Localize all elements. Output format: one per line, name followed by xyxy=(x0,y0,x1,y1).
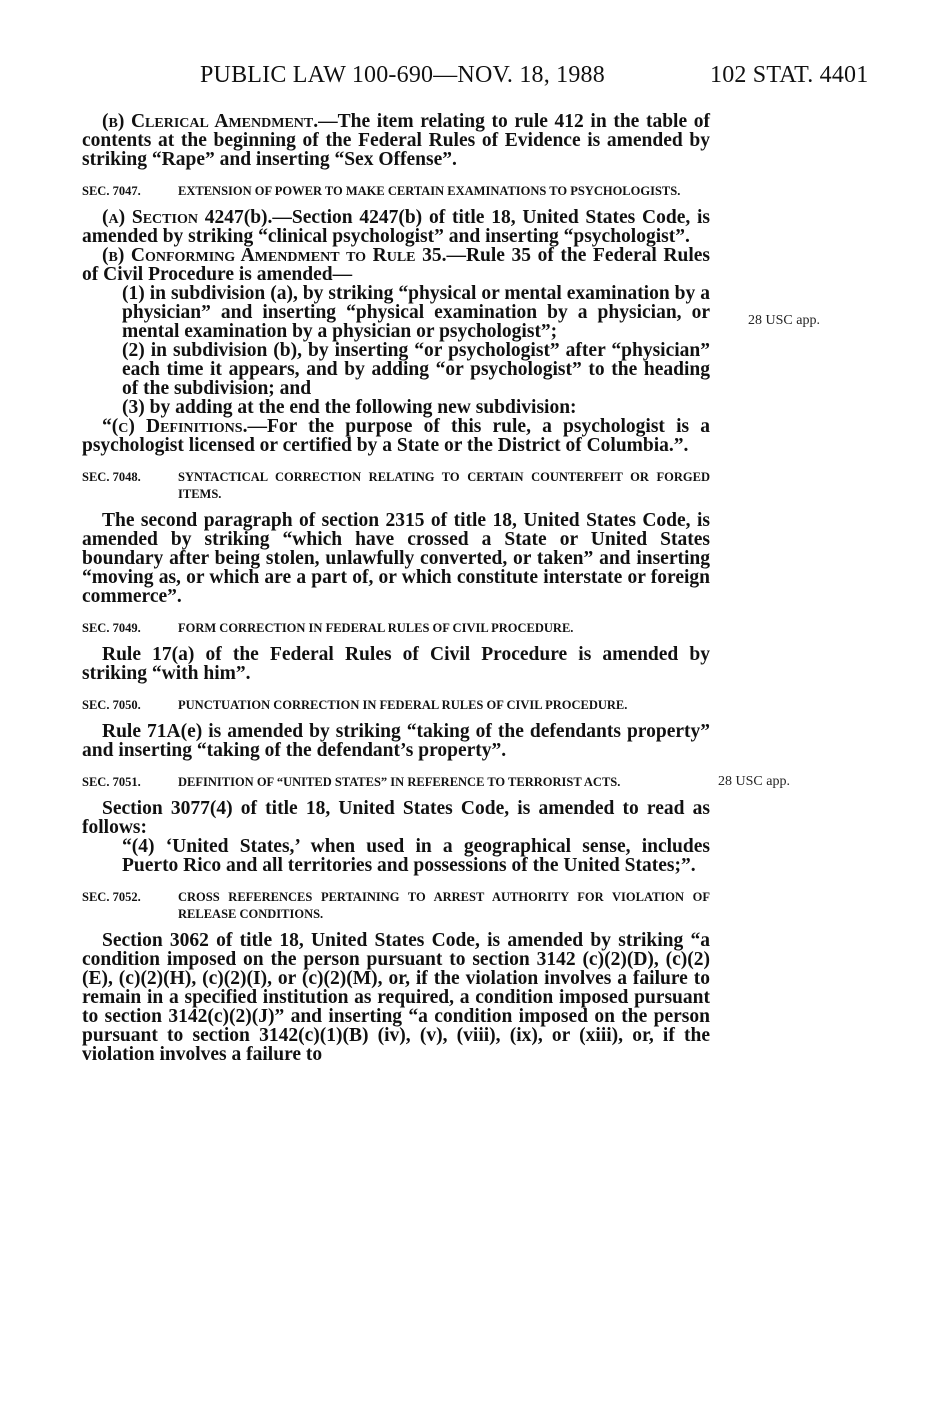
section-7047-heading xyxy=(82,183,710,200)
section-7047-c-text: —For the purpose of this rule, a psychologist is a psychologist licensed or certified by a State or the District of Columbia.”. xyxy=(82,416,710,456)
section-7051-heading xyxy=(82,774,710,791)
section-7047-title: EXTENSION OF POWER TO MAKE CERTAIN EXAMINATIONS TO PSYCHOLOGISTS. xyxy=(178,184,681,198)
page-header-title: PUBLIC LAW 100-690—NOV. 18, 1988 xyxy=(200,62,605,88)
section-7047-number: SEC. 7047. xyxy=(82,184,141,198)
section-7047-a xyxy=(82,208,710,246)
section-7052-text: Section 3062 of title 18, United States Code, is amended by striking “a condition imposed on the person pursuant to section 3142 (c)(2)(D), (c)(2)(E), (c)(2)(H), (c)(2)(I), or (c)(2)(M), or, if the violation involves a failure to remain in a specified institution as required, a condition imposed pursuant to section 3142(c)(2)(J)” and inserting “a condition imposed on the person pursuant to section 3142(c)(1)(B) (iv), (v), (viii), (ix), or (xiii), or, if the violation involves a failure to xyxy=(82,930,710,1065)
section-7049-number: SEC. 7049. xyxy=(82,621,141,635)
section-7050-text: Rule 71A(e) is amended by striking “taking of the defendants property” and inserting “taking of the defendant’s property”. xyxy=(82,721,710,761)
section-7051-number: SEC. 7051. xyxy=(82,775,141,789)
section-7049-text: Rule 17(a) of the Federal Rules of Civil Procedure is amended by striking “with him”. xyxy=(82,644,710,684)
section-7047-a-text: 4247(b).—Section 4247(b) of title 18, United States Code, is amended by striking “clinical psychologist” and inserting “psychologist”. xyxy=(82,207,710,247)
section-7048-heading xyxy=(82,469,710,503)
section-7049-heading xyxy=(82,620,710,637)
section-7051-quote: “(4) ‘United States,’ when used in a geographical sense, includes Puerto Rico and all territories and possessions of the United States;”. xyxy=(122,836,710,876)
section-7047-item-3: (3) by adding at the end the following new subdivision: xyxy=(122,397,577,418)
section-7050-heading xyxy=(82,697,710,714)
section-7047-item-2: (2) in subdivision (b), by inserting “or psychologist” after “physician” each time it appears, and by adding “or psychologist” to the heading of the subdivision; and xyxy=(122,340,710,399)
section-7048-title: SYNTACTICAL CORRECTION RELATING TO CERTAIN COUNTERFEIT OR FORGED ITEMS. xyxy=(178,470,710,501)
section-7048-text: The second paragraph of section 2315 of title 18, United States Code, is amended by striking “which have crossed a State or United States boundary after being stolen, unlawfully converted, or taken” and inserting “moving as, or which are a part of, or which constitute interstate or foreign commerce”. xyxy=(82,510,710,607)
margin-note-rule17: 28 USC app. xyxy=(718,774,790,789)
margin-note-rule35: 28 USC app. xyxy=(748,313,820,328)
clerical-amendment-label: (b) Clerical Amendment. xyxy=(102,111,319,132)
section-7047-c-label: “(c) Definitions. xyxy=(102,416,248,437)
section-7048-number: SEC. 7048. xyxy=(82,470,141,484)
section-7050-title: PUNCTUATION CORRECTION IN FEDERAL RULES OF CIVIL PROCEDURE. xyxy=(178,698,628,712)
page-header-stat: 102 STAT. 4401 xyxy=(710,62,869,88)
section-7052-number: SEC. 7052. xyxy=(82,890,141,904)
section-7047-c xyxy=(82,417,710,455)
section-7051-title: DEFINITION OF “UNITED STATES” IN REFERENCE TO TERRORIST ACTS. xyxy=(178,775,621,789)
section-7052-title: CROSS REFERENCES PERTAINING TO ARREST AUTHORITY FOR VIOLATION OF RELEASE CONDITIONS. xyxy=(178,890,710,921)
section-7050-number: SEC. 7050. xyxy=(82,698,141,712)
section-7047-b-label: (b) Conforming Amendment to Rule xyxy=(102,245,416,266)
section-7047-b xyxy=(82,246,710,284)
section-7052-heading xyxy=(82,889,710,923)
section-7049-title: FORM CORRECTION IN FEDERAL RULES OF CIVIL PROCEDURE. xyxy=(178,621,574,635)
clerical-amendment-paragraph xyxy=(82,112,710,169)
document-body xyxy=(82,112,710,1064)
section-7047-item-1: (1) in subdivision (a), by striking “physical or mental examination by a physician” and inserting “physical examination by a physician, or mental examination by a physician or psychologist”; xyxy=(122,283,710,342)
section-7047-b-text: 35.—Rule 35 of the Federal Rules of Civil Procedure is amended— xyxy=(82,245,710,285)
clerical-amendment-text: —The item relating to rule 412 in the table of contents at the beginning of the Federal Rules of Evidence is amended by striking “Rape” and inserting “Sex Offense”. xyxy=(82,111,710,170)
section-7047-a-label: (a) Section xyxy=(102,207,198,228)
section-7051-text: Section 3077(4) of title 18, United States Code, is amended to read as follows: xyxy=(82,798,710,838)
